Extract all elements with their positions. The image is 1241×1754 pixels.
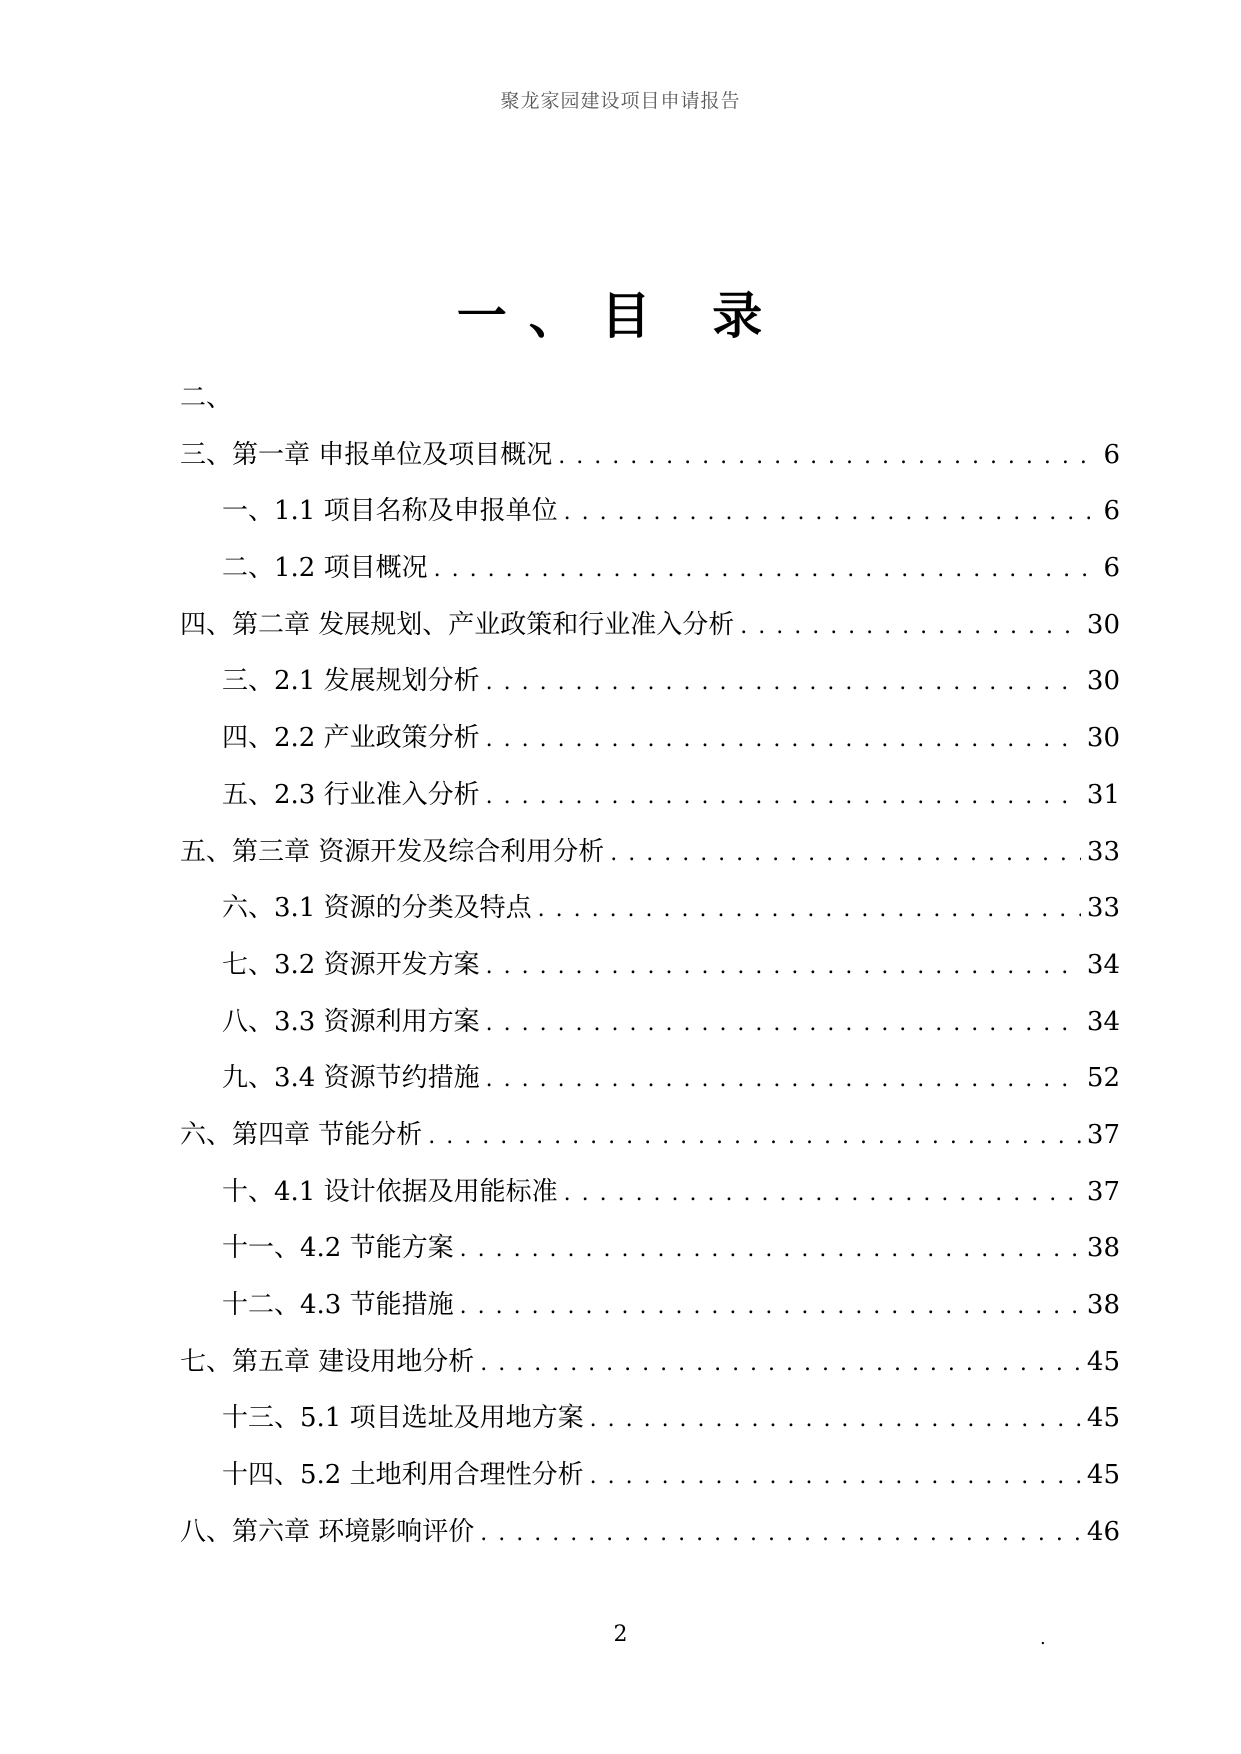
toc-entry-page-number: 33: [1086, 893, 1120, 924]
toc-entry[interactable]: [180, 1164, 1120, 1221]
toc-entry-label: 八、3.3 资源利用方案: [222, 1006, 480, 1037]
toc-entry[interactable]: [180, 824, 1120, 881]
toc-entry-page-number: 6: [1103, 496, 1120, 527]
toc-dot-leader: [564, 1166, 1081, 1223]
toc-entry-label: 六、3.1 资源的分类及特点: [222, 893, 532, 924]
table-of-contents: [180, 370, 1120, 1560]
toc-entry[interactable]: [180, 994, 1120, 1051]
toc-entry-label: 四、2.2 产业政策分析: [222, 723, 480, 754]
toc-entry-label: 一、1.1 项目名称及申报单位: [222, 496, 558, 527]
toc-dot-leader: [480, 1506, 1081, 1563]
toc-entry[interactable]: [180, 597, 1120, 654]
toc-entry[interactable]: [180, 653, 1120, 710]
toc-entry[interactable]: [180, 1107, 1120, 1164]
toc-dot-leader: [460, 1279, 1081, 1336]
toc-entry[interactable]: [180, 540, 1120, 597]
page-number: 2: [613, 1622, 628, 1647]
toc-entry-page-number: 34: [1086, 949, 1120, 980]
toc-entry[interactable]: [180, 1050, 1120, 1107]
toc-dot-leader: [558, 429, 1090, 486]
toc-entry[interactable]: [180, 483, 1120, 540]
toc-entry-page-number: 38: [1086, 1233, 1120, 1264]
toc-dot-leader: [460, 1222, 1081, 1279]
toc-entry-page-number: 6: [1103, 439, 1120, 470]
toc-entry[interactable]: [180, 1447, 1120, 1504]
running-header: 聚龙家园建设项目申请报告: [500, 90, 741, 112]
toc-entry[interactable]: [180, 1277, 1120, 1334]
toc-entry-page-number: 30: [1086, 609, 1120, 640]
toc-dot-leader: [590, 1449, 1081, 1506]
toc-entry[interactable]: [180, 880, 1120, 937]
toc-entry-page-number: 37: [1086, 1119, 1120, 1150]
toc-entry-page-number: 31: [1086, 779, 1120, 810]
toc-entry[interactable]: [180, 1220, 1120, 1277]
toc-dot-leader: [486, 655, 1081, 712]
toc-entry-page-number: 30: [1086, 723, 1120, 754]
toc-dot-leader: [486, 1052, 1081, 1109]
toc-dot-leader: [538, 882, 1081, 939]
toc-dot-leader: [486, 996, 1081, 1053]
toc-entry-page-number: 37: [1086, 1176, 1120, 1207]
toc-entry-page-number: 34: [1086, 1006, 1120, 1037]
toc-entry[interactable]: [180, 767, 1120, 824]
toc-entry[interactable]: [180, 1390, 1120, 1447]
toc-entry-label: 九、3.4 资源节约措施: [222, 1063, 480, 1094]
toc-entry-label: 十二、4.3 节能措施: [222, 1290, 454, 1320]
toc-dot-leader: [434, 542, 1090, 599]
toc-entry-label: 五、第三章 资源开发及综合利用分析: [180, 836, 605, 867]
toc-entry-label: 十四、5.2 土地利用合理性分析: [222, 1460, 584, 1491]
toc-entry-label: 三、第一章 申报单位及项目概况: [180, 439, 553, 470]
toc-entry-label: 十、4.1 设计依据及用能标准: [222, 1176, 558, 1207]
toc-entry-label: 二、: [180, 383, 233, 413]
toc-dot-leader: [486, 939, 1081, 996]
toc-entry-page-number: 33: [1086, 836, 1120, 867]
toc-entry-label: 三、2.1 发展规划分析: [222, 666, 480, 697]
toc-entry-page-number: 45: [1086, 1346, 1120, 1377]
toc-dot-leader: [610, 826, 1081, 883]
toc-dot-leader: [428, 1109, 1081, 1166]
toc-entry-label: 八、第六章 环境影响评价: [180, 1516, 475, 1547]
toc-entry-label: 六、第四章 节能分析: [180, 1119, 423, 1150]
toc-entry[interactable]: [180, 427, 1120, 484]
toc-entry-label: 四、第二章 发展规划、产业政策和行业准入分析: [180, 609, 735, 640]
toc-entry[interactable]: [180, 1334, 1120, 1391]
toc-dot-leader: [480, 1336, 1081, 1393]
toc-dot-leader: [590, 1392, 1081, 1449]
toc-entry-page-number: 30: [1086, 666, 1120, 697]
toc-dot-leader: [564, 485, 1090, 542]
toc-entry-page-number: 46: [1086, 1516, 1120, 1547]
toc-entry-label: 七、第五章 建设用地分析: [180, 1346, 475, 1377]
toc-entry[interactable]: [180, 710, 1120, 767]
toc-entry-page-number: 45: [1086, 1403, 1120, 1434]
toc-entry-label: 二、1.2 项目概况: [222, 553, 428, 584]
toc-entry-page-number: 38: [1086, 1290, 1120, 1320]
toc-entry[interactable]: [180, 937, 1120, 994]
toc-dot-leader: [486, 712, 1081, 769]
toc-entry-label: 五、2.3 行业准入分析: [222, 779, 480, 810]
toc-entry-page-number: 45: [1086, 1460, 1120, 1491]
toc-entry-label: 十三、5.1 项目选址及用地方案: [222, 1403, 584, 1434]
toc-entry-label: 十一、4.2 节能方案: [222, 1233, 454, 1264]
corner-mark: .: [1040, 1628, 1046, 1649]
toc-dot-leader: [486, 769, 1081, 826]
toc-entry[interactable]: [180, 370, 1120, 427]
toc-entry-label: 七、3.2 资源开发方案: [222, 949, 480, 980]
toc-title: 一、目 录: [456, 287, 785, 345]
toc-dot-leader: [740, 599, 1081, 656]
toc-entry-page-number: 52: [1086, 1063, 1120, 1094]
toc-entry-page-number: 6: [1103, 553, 1120, 584]
toc-entry[interactable]: [180, 1504, 1120, 1561]
